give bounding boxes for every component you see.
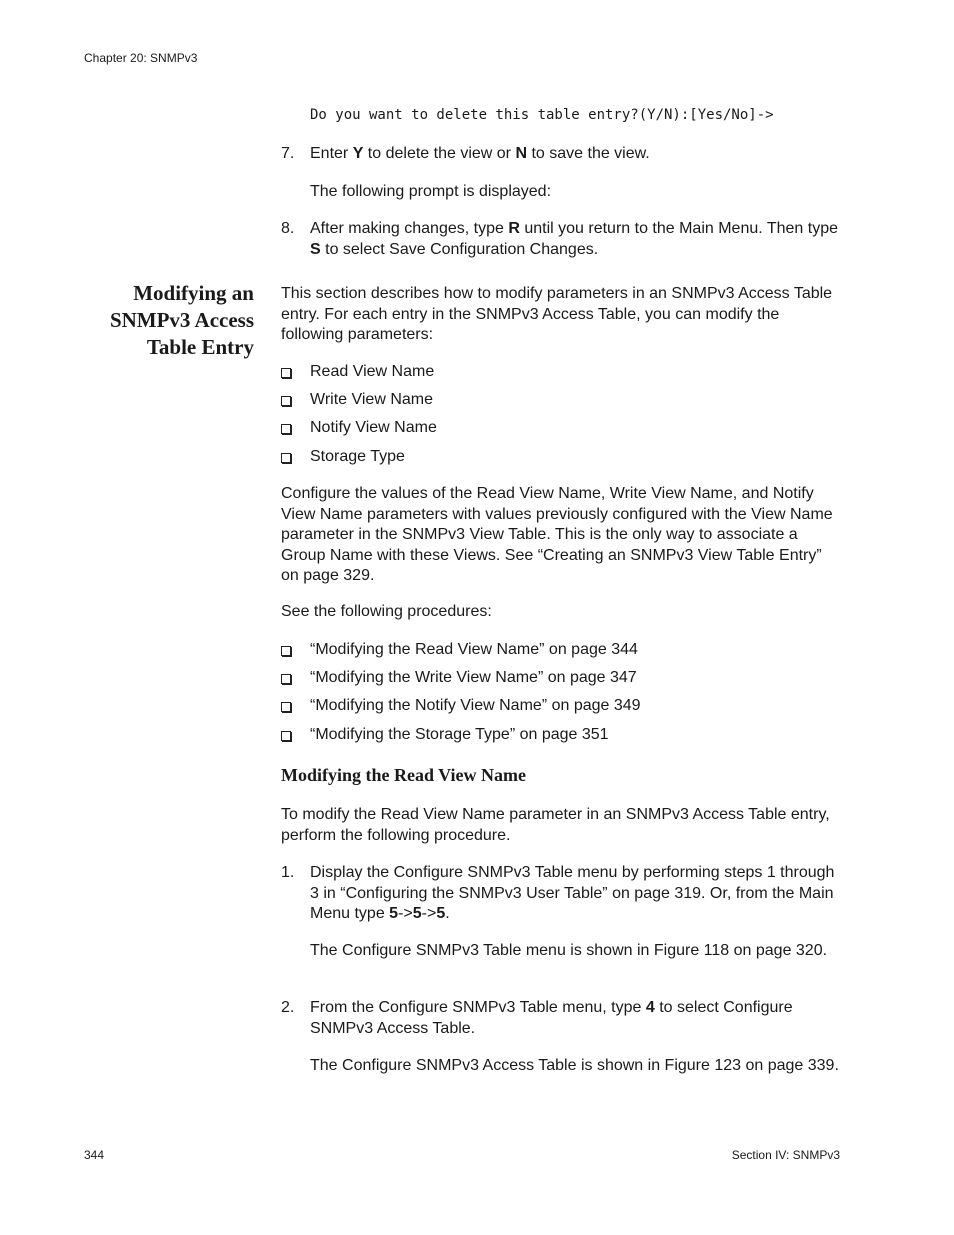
step-7-note: The following prompt is displayed: [310, 183, 552, 200]
section-heading: Modifying an SNMPv3 Access Table Entry [109, 281, 254, 359]
step-2-number: 2. [281, 999, 295, 1016]
step-1-note: The Configure SNMPv3 Table menu is shown in Figure 118 on page 320. [310, 942, 828, 959]
key-r: R [508, 220, 520, 237]
page-number: 344 [84, 1148, 105, 1162]
section-intro: This section describes how to modify parameters in an SNMPv3 Access Table entry. For each entry in the SNMPv3 Access Table, you can modify the following parameters: [281, 285, 833, 343]
subsection-heading: Modifying the Read View Name [281, 765, 526, 785]
checkbox-bullet-icon [281, 646, 291, 656]
step-7-number: 7. [281, 145, 295, 162]
checkbox-bullet-icon [281, 424, 291, 434]
checkbox-bullet-icon [281, 453, 291, 463]
chapter-header: Chapter 20: SNMPv3 [84, 51, 198, 65]
step-7-text: Enter Y to delete the view or N to save the view. [310, 145, 650, 162]
subsection-intro: To modify the Read View Name parameter in an SNMPv3 Access Table entry, perform the following procedure. [281, 806, 830, 844]
step-1-text: Display the Configure SNMPv3 Table menu by performing steps 1 through 3 in “Configuring the SNMPv3 User Table” on page 319. Or, from the Main Menu type 5->5->5. [310, 864, 835, 922]
key-4: 4 [645, 999, 655, 1016]
configure-paragraph: Configure the values of the Read View Name, Write View Name, and Notify View Name parameters with values previously configured with the View Name parameter in the SNMPv3 View Table. This is the only way to associate a Group Name with these Views. See “Creating an SNMPv3 View Table Entry” on page 329. [281, 485, 833, 584]
checkbox-bullet-icon [281, 702, 291, 712]
step-1-number: 1. [281, 864, 295, 881]
checkbox-bullet-icon [281, 396, 291, 406]
key-y: Y [352, 145, 364, 162]
section-footer: Section IV: SNMPv3 [731, 1148, 840, 1162]
step-8-number: 8. [281, 220, 295, 237]
prompt-code-line: Do you want to delete this table entry?(Y/N):[Yes/No]-> [310, 107, 774, 123]
see-procedures-text: See the following procedures: [281, 603, 492, 620]
step-8-text: After making changes, type R until you return to the Main Menu. Then type S to select Save Configuration Changes. [310, 220, 838, 258]
step-2-note: The Configure SNMPv3 Access Table is shown in Figure 123 on page 339. [310, 1057, 839, 1074]
key-n: N [515, 145, 528, 162]
key-s: S [310, 240, 321, 258]
checkbox-bullet-icon [281, 368, 291, 378]
checkbox-bullet-icon [281, 674, 291, 684]
step-2-text: From the Configure SNMPv3 Table menu, type 4 to select Configure SNMPv3 Access Table. [310, 999, 793, 1037]
checkbox-bullet-icon [281, 731, 291, 741]
